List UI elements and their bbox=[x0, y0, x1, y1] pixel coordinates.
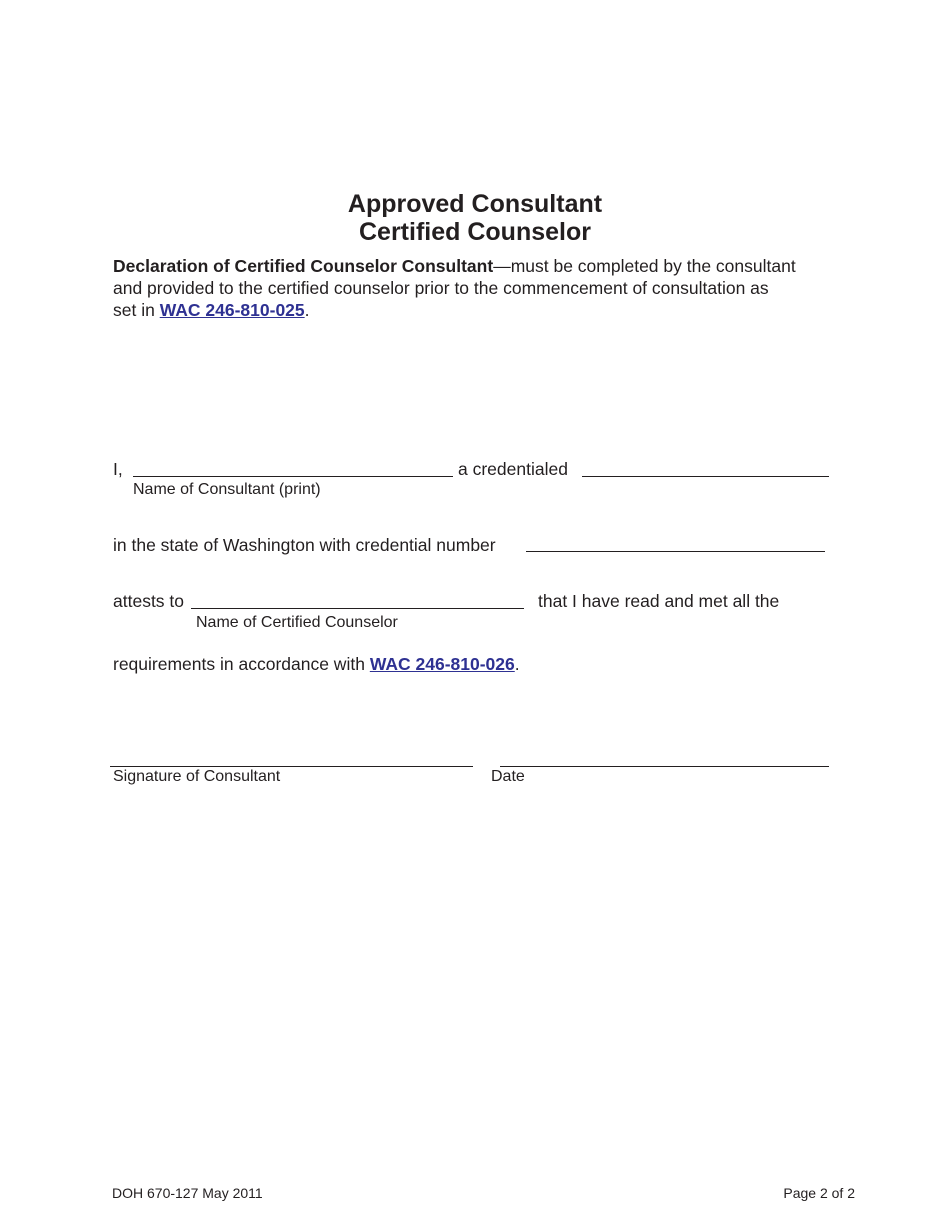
title-line-1: Approved Consultant bbox=[347, 190, 603, 218]
page-number: Page 2 of 2 bbox=[783, 1185, 855, 1201]
consultant-name-label: Name of Consultant (print) bbox=[133, 481, 321, 498]
wac-025-link[interactable]: WAC 246-810-025 bbox=[159, 300, 305, 320]
form-id: DOH 670-127 May 2011 bbox=[112, 1185, 263, 1201]
credential-number-text: in the state of Washington with credential number bbox=[113, 535, 496, 555]
intro-text: —must be completed by the consultant bbox=[493, 256, 796, 276]
requirements-text: requirements in accordance with bbox=[113, 654, 365, 674]
credential-type-field[interactable] bbox=[582, 476, 829, 477]
intro-line-1 bbox=[113, 255, 796, 277]
date-field[interactable] bbox=[500, 766, 829, 767]
wac-026-link[interactable]: WAC 246-810-026 bbox=[369, 654, 515, 674]
counselor-name-field[interactable] bbox=[191, 608, 524, 609]
intro-line-2: and provided to the certified counselor prior to the commencement of consultation as bbox=[113, 278, 769, 298]
requirements-suffix: . bbox=[514, 654, 520, 674]
consultant-name-field[interactable] bbox=[133, 476, 453, 477]
requirements-line bbox=[113, 653, 520, 675]
counselor-name-label: Name of Certified Counselor bbox=[196, 614, 398, 631]
credential-number-field[interactable] bbox=[526, 551, 825, 552]
signature-label: Signature of Consultant bbox=[113, 768, 281, 785]
intro-prefix: set in bbox=[113, 300, 155, 320]
attests-to-text: attests to bbox=[113, 591, 185, 611]
intro-line-3 bbox=[113, 299, 310, 321]
intro-suffix: . bbox=[304, 300, 310, 320]
title-line-2: Certified Counselor bbox=[359, 218, 591, 246]
intro-bold: Declaration of Certified Counselor Consultant bbox=[113, 256, 494, 276]
date-label: Date bbox=[491, 768, 525, 785]
attests-suffix-text: that I have read and met all the bbox=[538, 591, 780, 611]
i-prefix: I, bbox=[113, 459, 123, 479]
credentialed-text: a credentialed bbox=[458, 459, 568, 479]
